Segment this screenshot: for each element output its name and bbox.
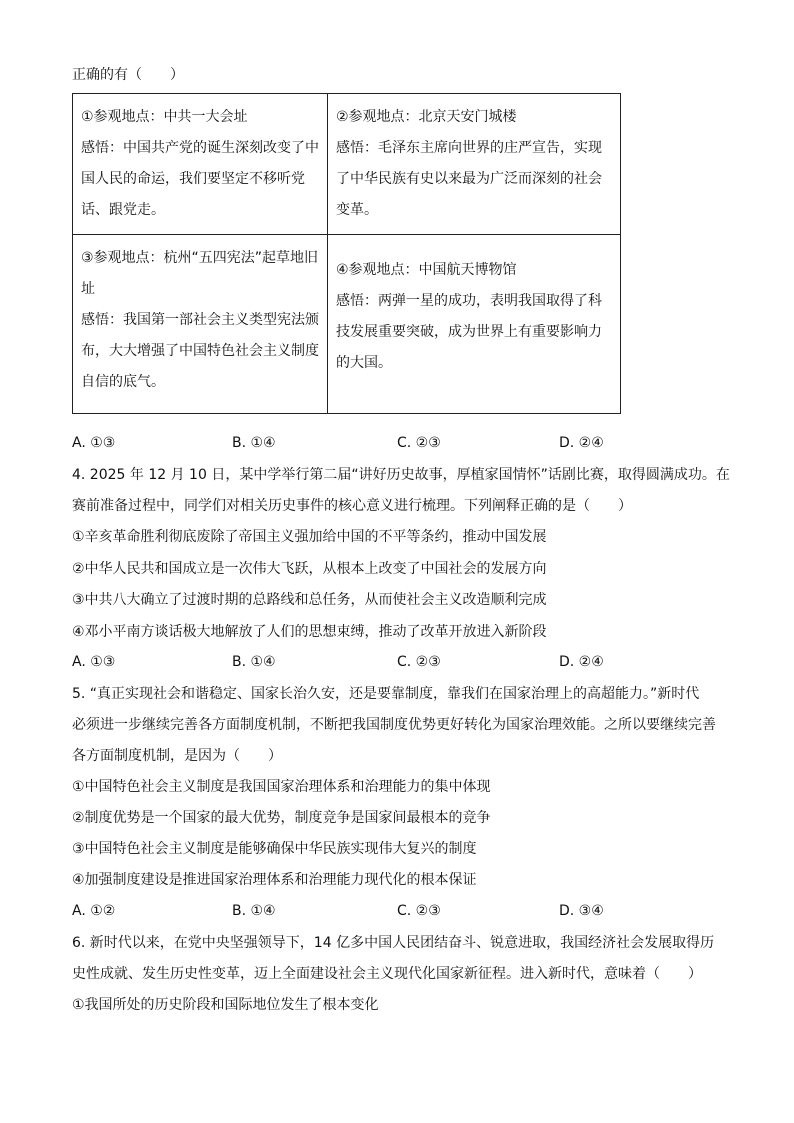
card-insight: 感悟：我国第一部社会主义类型宪法颁布，大大增强了中国特色社会主义制度自信的底气。 [81,312,319,390]
option-c[interactable]: C. ②③ [397,903,441,919]
q5-item: ④加强制度建设是推进国家治理体系和治理能力现代化的根本保证 [72,872,477,888]
q4-item: ③中共八大确立了过渡时期的总路线和总任务，从而使社会主义改造顺利完成 [72,592,547,608]
option-a[interactable]: A. ①③ [72,435,116,451]
option-c[interactable]: C. ②③ [397,654,441,670]
q5-item: ③中国特色社会主义制度是能够确保中华民族实现伟大复兴的制度 [72,841,477,857]
option-a[interactable]: A. ①② [72,903,116,919]
q5-stem-line: 各方面制度机制，是因为（ ） [72,748,282,764]
card-place: ③参观地点：杭州“五四宪法”起草地旧址 [81,250,319,297]
card-2 [328,94,621,235]
q6-item: ①我国所处的历史阶段和国际地位发生了根本变化 [72,997,379,1013]
q6-stem-line: 6. 新时代以来，在党中央坚强领导下，14 亿多中国人民团结奋斗、锐意进取，我国经济社会发展取得历 [72,935,715,951]
card-insight: 感悟：毛泽东主席向世界的庄严宣告，实现了中华民族有史以来最为广泛而深刻的社会变革。 [336,140,602,218]
card-place: ①参观地点：中共一大会址 [81,109,248,125]
card-insight: 感悟：中国共产党的诞生深刻改变了中国人民的命运，我们要坚定不移听党话、跟党走。 [81,140,319,218]
q4-item: ①辛亥革命胜利彻底废除了帝国主义强加给中国的不平等条约，推动中国发展 [72,529,547,545]
card-place: ④参观地点：中国航天博物馆 [336,262,517,278]
option-b[interactable]: B. ①④ [232,435,276,451]
q5-item: ①中国特色社会主义制度是我国国家治理体系和治理能力的集中体现 [72,779,491,795]
card-1 [73,94,328,235]
q3-options [72,434,632,452]
option-b[interactable]: B. ①④ [232,903,276,919]
q4-options [72,653,632,671]
q5-stem-line: 5. “真正实现社会和谐稳定、国家长治久安，还是要靠制度，靠我们在国家治理上的高超能力。”新时代 [72,686,700,702]
card-3 [73,235,328,414]
option-d[interactable]: D. ②④ [559,654,604,670]
q4-stem-line: 4. 2025 年 12 月 10 日，某中学举行第二届“讲好历史故事，厚植家国情怀”话剧比赛，取得圆满成功。在 [72,467,730,483]
q5-stem-line: 必须进一步继续完善各方面制度机制，不断把我国制度优势更好转化为国家治理效能。之所以要继续完善 [72,717,716,733]
option-d[interactable]: D. ②④ [559,435,604,451]
option-c[interactable]: C. ②③ [397,435,441,451]
q3-stem-tail: 正确的有（ ） [72,67,184,83]
q4-item: ④邓小平南方谈话极大地解放了人们的思想束缚，推动了改革开放进入新阶段 [72,624,547,640]
card-4 [328,235,621,414]
option-b[interactable]: B. ①④ [232,654,276,670]
card-insight: 感悟：两弹一星的成功，表明我国取得了科技发展重要突破，成为世界上有重要影响力的大国。 [336,293,602,371]
q5-options [72,902,632,920]
q4-item: ②中华人民共和国成立是一次伟大飞跃，从根本上改变了中国社会的发展方向 [72,561,547,577]
q6-stem-line: 史性成就、发生历史性变革，迈上全面建设社会主义现代化国家新征程。进入新时代，意味着（ ） [72,966,702,982]
card-place: ②参观地点：北京天安门城楼 [336,109,517,125]
q4-stem-line: 赛前准备过程中，同学们对相关历史事件的核心意义进行梳理。下列阐释正确的是（ ） [72,498,632,514]
q3-visit-table [72,93,621,414]
option-d[interactable]: D. ③④ [559,903,604,919]
q5-item: ②制度优势是一个国家的最大优势，制度竞争是国家间最根本的竞争 [72,810,491,826]
option-a[interactable]: A. ①③ [72,654,116,670]
